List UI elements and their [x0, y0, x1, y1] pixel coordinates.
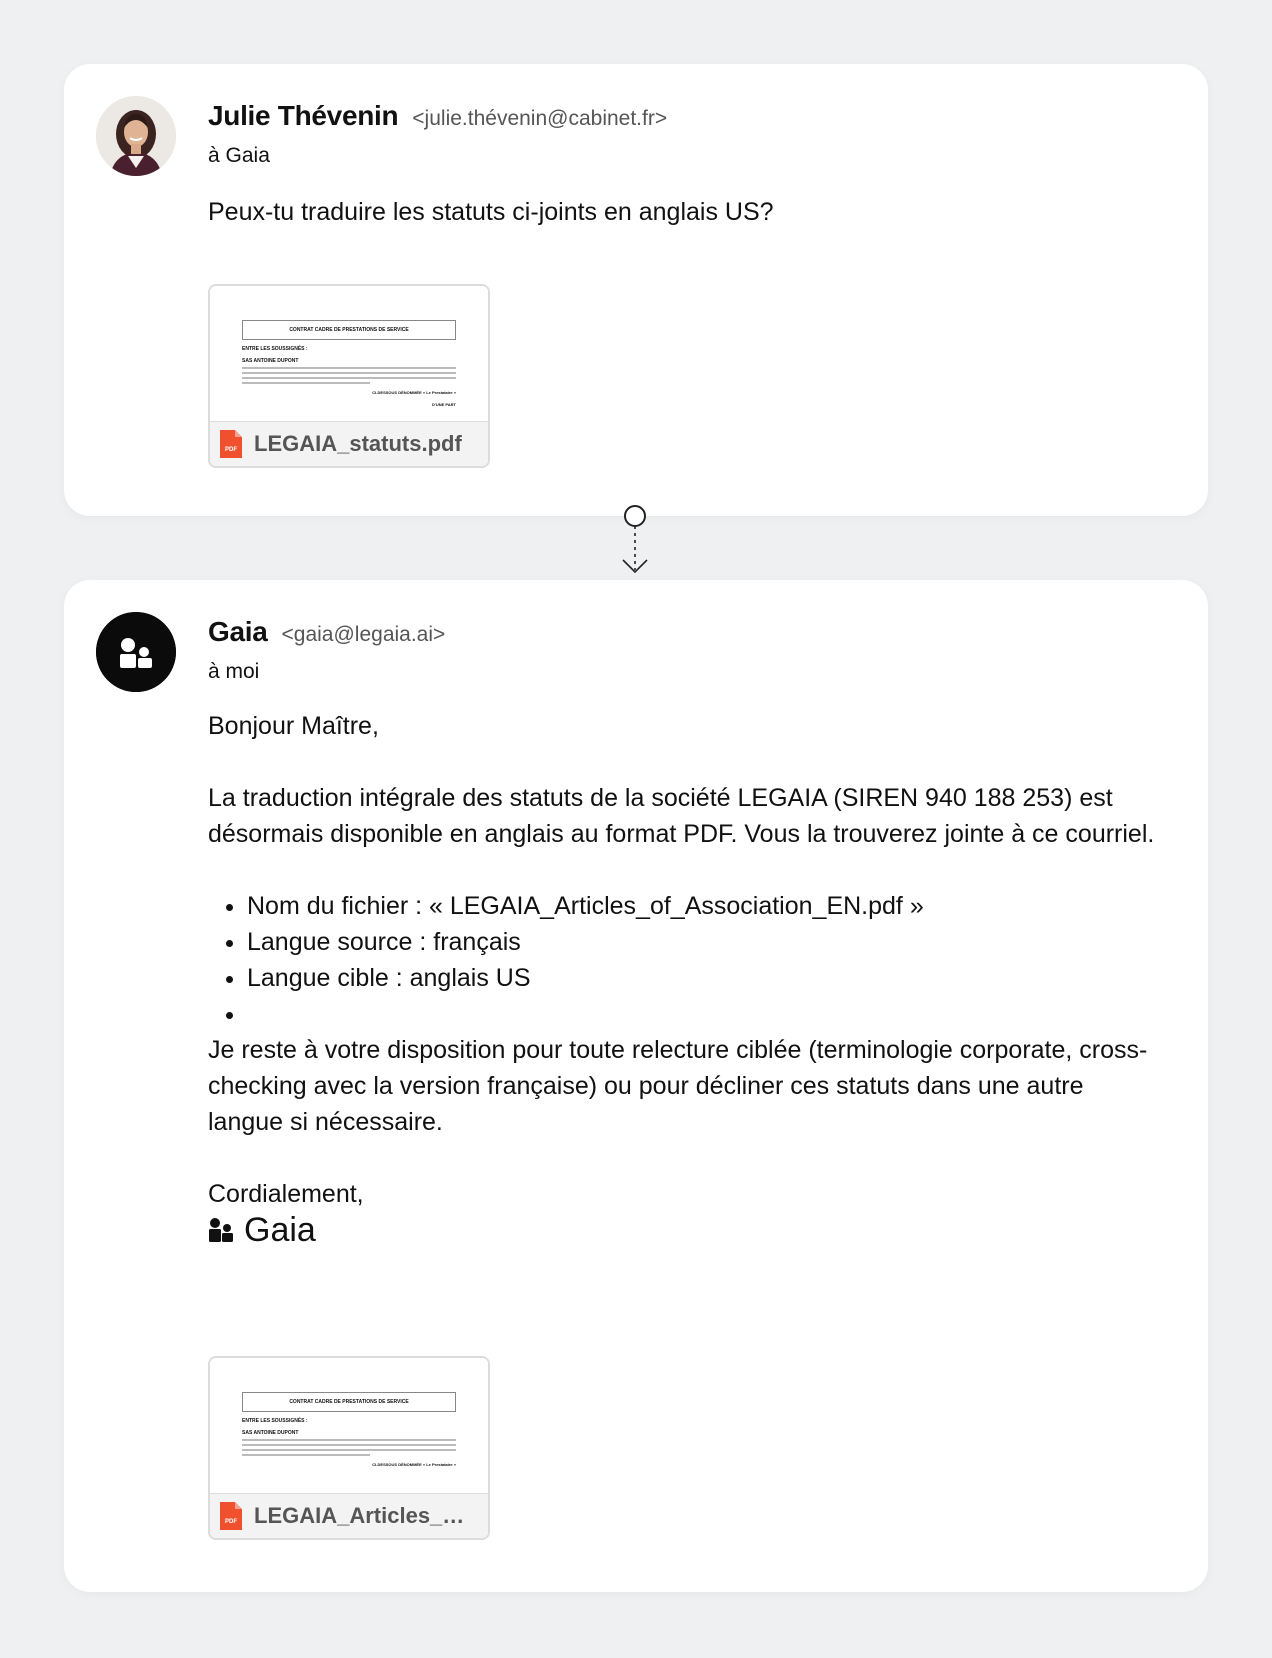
attachment-preview: [210, 1358, 488, 1494]
doc-closing: CI-DESSOUS DÉNOMMÉE « Le Prestataire »: [372, 390, 456, 395]
list-item: [247, 996, 1160, 1032]
attachment-card[interactable]: [208, 284, 490, 468]
message-body: [208, 194, 1160, 230]
greeting: Bonjour Maître,: [208, 712, 379, 740]
closing: Cordialement,: [208, 1180, 364, 1208]
message-card-julie: [64, 64, 1208, 516]
sender-name: Julie Thévenin: [208, 100, 399, 131]
attachment-preview: [210, 286, 488, 422]
avatar[interactable]: [96, 612, 176, 692]
list-item: • Langue source : français: [247, 924, 1160, 960]
message-card-gaia: [64, 580, 1208, 1592]
doc-closing-2: D'UNE PART: [432, 402, 456, 407]
svg-text:PDF: PDF: [225, 1519, 237, 1525]
avatar[interactable]: [96, 96, 176, 176]
pdf-icon: [220, 1502, 242, 1530]
gaia-logo-icon: [96, 612, 176, 692]
doc-title: CONTRAT CADRE DE PRESTATIONS DE SERVICE: [242, 320, 456, 340]
signature: [208, 1212, 1160, 1248]
paragraph: Je reste à votre disposition pour toute relecture ciblée (terminologie corporate, cross-checking avec la version française) ou pour décliner ces statuts dans une autre langue si nécessaire.: [208, 1036, 1148, 1136]
details-list: [208, 888, 1160, 1032]
attachment-card[interactable]: [208, 1356, 490, 1540]
pdf-icon: [220, 430, 242, 458]
attachment-name: LEGAIA_statuts.pdf: [254, 431, 462, 456]
message-body: [208, 708, 1160, 1248]
connector-node: [625, 506, 645, 526]
doc-party: SAS ANTOINE DUPONT: [242, 358, 299, 364]
svg-text:PDF: PDF: [225, 447, 237, 453]
doc-heading: ENTRE LES SOUSSIGNÉS :: [242, 1418, 308, 1424]
sender-email[interactable]: <gaia@legaia.ai>: [281, 623, 446, 646]
flow-connector: [621, 504, 649, 576]
paragraph: La traduction intégrale des statuts de la société LEGAIA (SIREN 940 188 253) est désormais disponible en anglais au format PDF. Vous la trouverez jointe à ce courriel.: [208, 784, 1155, 848]
recipient: à moi: [208, 660, 260, 683]
doc-heading: ENTRE LES SOUSSIGNÉS :: [242, 346, 308, 352]
doc-party: SAS ANTOINE DUPONT: [242, 1430, 299, 1436]
message-text: Peux-tu traduire les statuts ci-joints en anglais US?: [208, 198, 774, 226]
sender-name: Gaia: [208, 616, 268, 647]
doc-closing: CI-DESSOUS DÉNOMMÉE « Le Prestataire »: [372, 1462, 456, 1467]
sender-email[interactable]: <julie.thévenin@cabinet.fr>: [412, 107, 668, 130]
recipient: à Gaia: [208, 144, 270, 167]
doc-title: CONTRAT CADRE DE PRESTATIONS DE SERVICE: [242, 1392, 456, 1412]
avatar-photo: [96, 96, 176, 176]
gaia-signature-icon: [208, 1217, 234, 1243]
list-item: • Langue cible : anglais US: [247, 960, 1160, 996]
signature-name: Gaia: [244, 1211, 316, 1249]
attachment-name: LEGAIA_Articles_o...: [254, 1503, 474, 1528]
list-item: • Nom du fichier : « LEGAIA_Articles_of_Association_EN.pdf »: [247, 888, 1160, 924]
